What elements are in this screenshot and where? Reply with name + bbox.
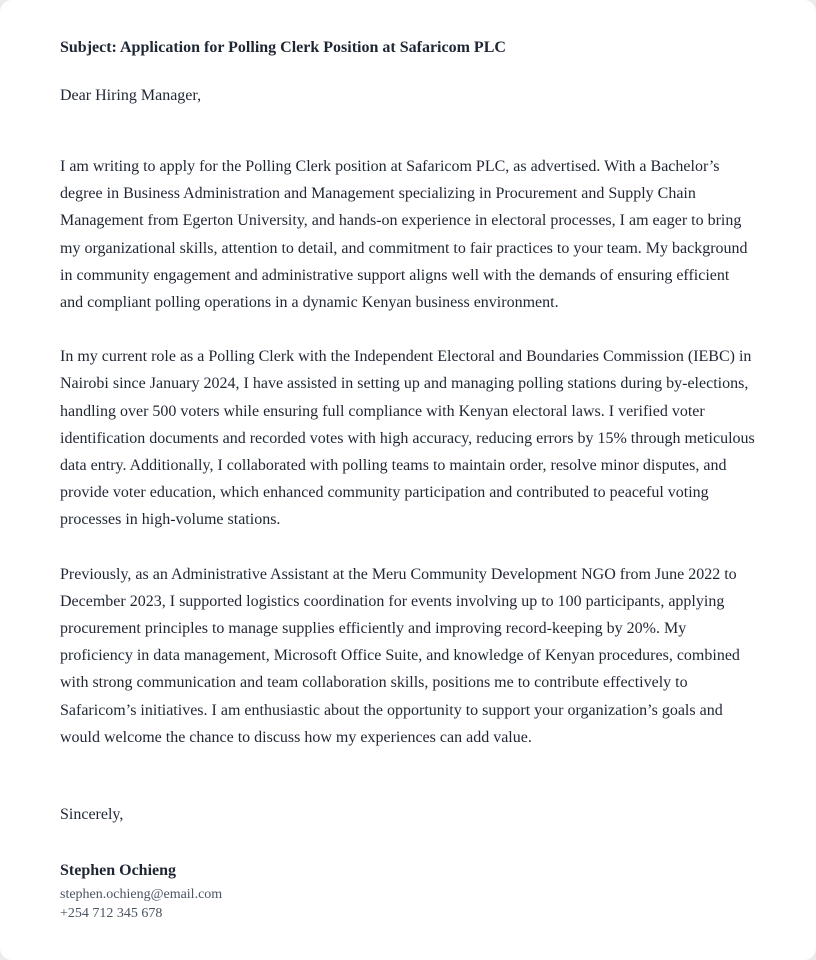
signature-phone: +254 712 345 678 (60, 906, 163, 922)
letter-paragraph-3: Previously, as an Administrative Assistant at the Meru Community Development NGO from June 2022 to December 2023, I supported logistics coordination for events involving up to 100 participants, applying procurement principles to manage supplies efficiently and improving record-keeping by 20%. My proficiency in data management, Microsoft Office Suite, and knowledge of Kenyan procedures, combined with strong communication and team collaboration skills, positions me to contribute effectively to Safaricom’s initiatives. I am enthusiastic about the opportunity to support your organization’s goals and would welcome the chance to discuss how my experiences can add value. (60, 565, 740, 746)
letter-paragraph-1: I am writing to apply for the Polling Clerk position at Safaricom PLC, as advertised. With a Bachelor’s degree in Business Administration and Management specializing in Procurement and Supply Chain Management from Egerton University, and hands-on experience in electoral processes, I am eager to bring my organizational skills, attention to detail, and commitment to fair practices to your team. My background in community engagement and administrative support aligns well with the demands of ensuring efficient and compliant polling operations in a dynamic Kenyan business environment. (60, 158, 748, 312)
signature-email: stephen.ochieng@email.com (60, 887, 223, 903)
signature-contact (60, 885, 756, 923)
signature-name: Stephen Ochieng (60, 862, 177, 880)
letter-subject: Subject: Application for Polling Clerk Position at Safaricom PLC (60, 39, 506, 56)
letter-paragraph-2: In my current role as a Polling Clerk with the Independent Electoral and Boundaries Commission (IEBC) in Nairobi since January 2024, I have assisted in setting up and managing polling stations during by-elections, handling over 500 voters while ensuring full compliance with Kenyan electoral laws. I verified voter identification documents and recorded votes with high accuracy, reducing errors by 15% through meticulous data entry. Additionally, I collaborated with polling teams to maintain order, resolve minor disputes, and provide voter education, which enhanced community participation and contributed to peaceful voting processes in high-volume stations. (60, 348, 755, 529)
letter-salutation: Dear Hiring Manager, (60, 87, 202, 104)
letter-closing: Sincerely, (60, 806, 124, 824)
